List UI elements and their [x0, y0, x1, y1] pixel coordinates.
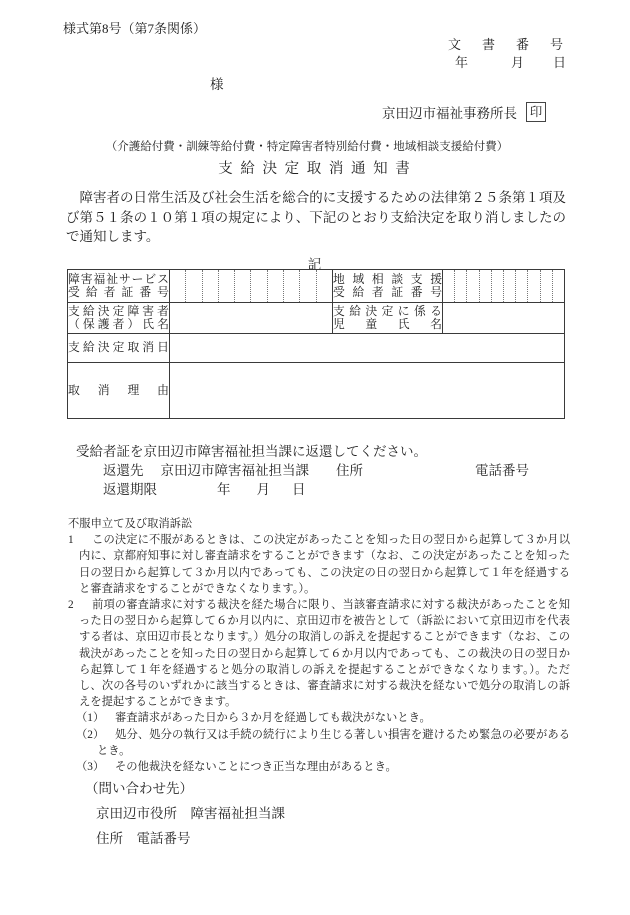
cancel-reason-label-text: 取 消 理 由 — [68, 382, 169, 397]
appeal-subitem-3-marker: （3） — [76, 761, 105, 774]
return-to-value: 京田辺市障害福祉担当課 — [160, 463, 309, 478]
child-name-label — [333, 303, 443, 334]
page-title: 支 給 決 定 取 消 通 知 書 — [218, 161, 412, 177]
form-number-label: 様式第8号（第7条関係） — [63, 21, 207, 36]
service-cert-number-label — [68, 270, 170, 303]
appeal-item-1-marker: 1 — [68, 534, 74, 547]
appeal-item-1 — [68, 532, 570, 597]
return-note: 受給者証を京田辺市障害福祉担当課に返還してください。 — [76, 444, 427, 459]
appeal-heading: 不服申立て及び取消訴訟 — [68, 518, 193, 530]
appeal-subitem-3-text: その他裁決を経ないことにつき正当な理由があるとき。 — [115, 761, 397, 774]
deadline-year-label: 年 — [217, 482, 231, 497]
issuer-title: 京田辺市福祉事務所長 — [382, 106, 517, 121]
consult-cert-digit-boxes — [443, 270, 564, 302]
appeal-item-2 — [68, 597, 570, 710]
notice-body: 障害者の日常生活及び社会生活を総合的に支援するための法律第２５条第１項及び第５１条の１０第１項の規定により、下記のとおり支給決定を取り消しましたので通知します。 — [66, 190, 566, 244]
child-name-label-line1: 支 給 決 定 に 係 る — [333, 303, 442, 318]
consult-cert-number-label-line2: 受 給 者 証 番 号 — [333, 285, 442, 299]
appeal-subitem-1-text: 審査請求があった日から３か月を経過しても裁決がないとき。 — [115, 712, 431, 725]
addressee-honorific: 様 — [210, 77, 224, 92]
contact-address-phone-line: 住所 電話番号 — [96, 831, 191, 846]
contact-office-line: 京田辺市役所 障害福祉担当課 — [96, 806, 285, 821]
return-to-label: 返還先 — [103, 463, 144, 478]
cancel-reason-field — [170, 363, 565, 419]
appeal-subitem-3 — [76, 759, 570, 775]
appeal-subitem-2 — [76, 727, 570, 759]
appeal-item-2-marker: 2 — [68, 599, 74, 612]
appeal-subitem-1-marker: （1） — [76, 712, 105, 725]
return-to-line — [103, 459, 529, 479]
service-cert-digit-boxes — [170, 270, 332, 302]
consult-cert-number-label-line1: 地 域 相 談 支 援 — [333, 271, 442, 286]
service-cert-number-label-line1: 障 害 福 祉 サ ー ビ ス — [68, 271, 169, 286]
doc-date-line: 年 月 日 — [454, 55, 567, 70]
cancel-date-label-text: 支 給 決 定 取 消 日 — [68, 340, 169, 355]
consult-cert-number-field — [443, 270, 565, 303]
consult-cert-number-label — [333, 270, 443, 303]
child-name-field — [443, 303, 565, 334]
record-marker: 記 — [307, 257, 323, 272]
contact-heading: （問い合わせ先） — [85, 781, 193, 796]
phone-label: 電話番号 — [475, 463, 529, 478]
deadline-day-label: 日 — [292, 482, 306, 497]
seal-box: 印 — [526, 102, 546, 122]
issuer-line — [382, 102, 546, 122]
cancel-date-label — [68, 334, 170, 363]
deadline-month-label: 月 — [256, 482, 270, 497]
benefit-types-note: （介護給付費・訓練等給付費・特定障害者特別給付費・地域相談支援給付費） — [105, 141, 509, 153]
contact-section — [85, 776, 285, 851]
recipient-name-label — [68, 303, 170, 334]
recipient-name-label-line1: 支 給 決 定 障 害 者 — [68, 303, 169, 318]
service-cert-number-label-line2: 受 給 者 証 番 号 — [68, 285, 169, 299]
recipient-name-field — [170, 303, 333, 334]
appeal-subitem-1 — [76, 710, 570, 726]
decision-table — [67, 269, 565, 419]
appeal-item-1-text: この決定に不服があるときは、この決定があったことを知った日の翌日から起算して３か月以内に、京都府知事に対し審査請求をすることができます（なお、この決定があったことを知った日の翌日から起算して３か月以内であっても、この決定の日の翌日から起算して１年を経過すると審査請求をすることができなくなります。）。 — [79, 534, 570, 595]
cancel-date-field — [170, 334, 565, 363]
return-deadline-line — [103, 478, 306, 498]
recipient-name-label-line2: （ 保 護 者 ） 氏 名 — [68, 317, 169, 331]
cancel-reason-label — [68, 363, 170, 419]
doc-number-label: 文 書 番 号 — [447, 37, 567, 52]
child-name-label-line2: 児 童 氏 名 — [333, 317, 442, 331]
address-label: 住所 — [336, 463, 363, 478]
return-deadline-label: 返還期限 — [103, 482, 157, 497]
appeal-subitem-2-text: 処分、処分の執行又は手続の続行により生じる著しい損害を避けるため緊急の必要があるとき。 — [97, 728, 570, 757]
appeal-item-2-text: 前項の審査請求に対する裁決を経た場合に限り、当該審査請求に対する裁決があったことを知った日の翌日から起算して６か月以内に、京田辺市を被告として（訴訟において京田辺市を代表する者は、京田辺市長となります。）処分の取消しの訴えを提起することができます（なお、この裁決があったことを知った日の翌日から起算して６か月以内であっても、この裁決の日の翌日から起算して１年を経過すると処分の取消しの訴えを提起することができなくなります。）。ただし、次の各号のいずれかに該当するときは、審査請求に対する裁決を経ないで処分の取消しの訴えを提起することができます。 — [79, 599, 570, 709]
appeal-section — [68, 516, 570, 775]
doc-header-block — [448, 36, 567, 72]
appeal-subitem-2-marker: （2） — [76, 728, 105, 741]
service-cert-number-field — [170, 270, 333, 303]
